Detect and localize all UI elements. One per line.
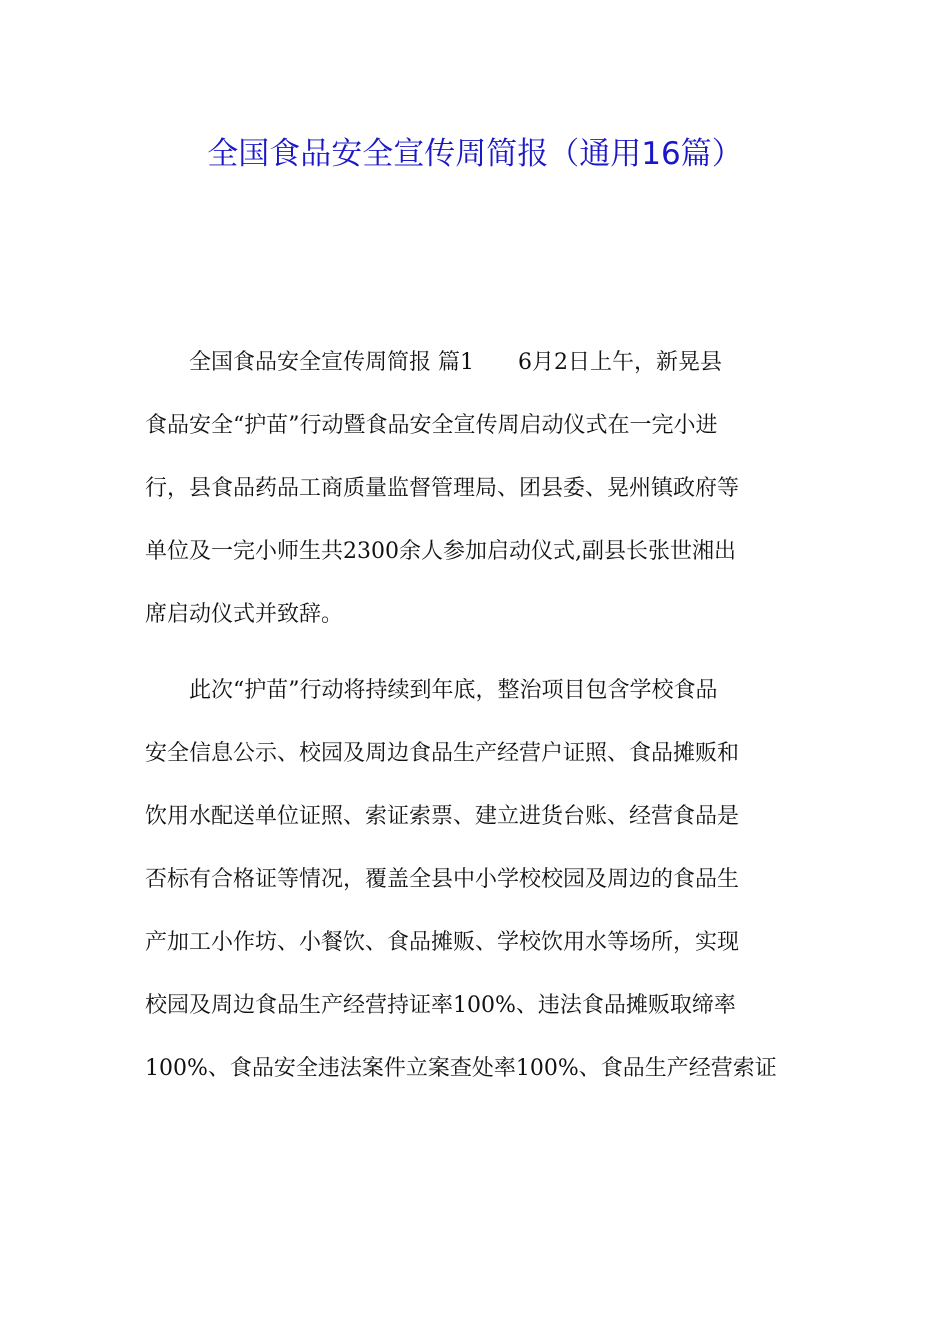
paragraph-line: 产加工小作坊、小餐饮、食品摊贩、学校饮用水等场所，实现 xyxy=(145,930,740,955)
paragraph-line: 安全信息公示、校园及周边食品生产经营户证照、食品摊贩和 xyxy=(145,741,740,766)
paragraph-line: 单位及一完小师生共2300余人参加启动仪式,副县长张世湘出 xyxy=(145,539,736,564)
paragraph-line: 饮用水配送单位证照、索证索票、建立进货台账、经营食品是 xyxy=(145,804,740,829)
paragraph-line: 全国食品安全宣传周简报 篇1 6月2日上午，新晃县 xyxy=(189,350,722,375)
document-title: 全国食品安全宣传周简报（通用16篇） xyxy=(207,136,743,172)
paragraph-line: 食品安全“护苗”行动暨食品安全宣传周启动仪式在一完小进 xyxy=(145,413,718,438)
paragraph-line: 否标有合格证等情况，覆盖全县中小学校校园及周边的食品生 xyxy=(145,867,740,892)
paragraph-line: 100%、食品安全违法案件立案查处率100%、食品生产经营索证 xyxy=(145,1056,777,1081)
paragraph-line: 席启动仪式并致辞。 xyxy=(145,602,344,627)
document-body xyxy=(145,331,809,1100)
paragraph-line: 行，县食品药品工商质量监督管理局、团县委、晃州镇政府等 xyxy=(145,476,740,501)
paragraph-2 xyxy=(145,659,809,1100)
paragraph-line: 校园及周边食品生产经营持证率100%、违法食品摊贩取缔率 xyxy=(145,993,736,1018)
paragraph-1 xyxy=(145,331,809,646)
paragraph-line: 此次“护苗”行动将持续到年底，整治项目包含学校食品 xyxy=(189,678,718,703)
